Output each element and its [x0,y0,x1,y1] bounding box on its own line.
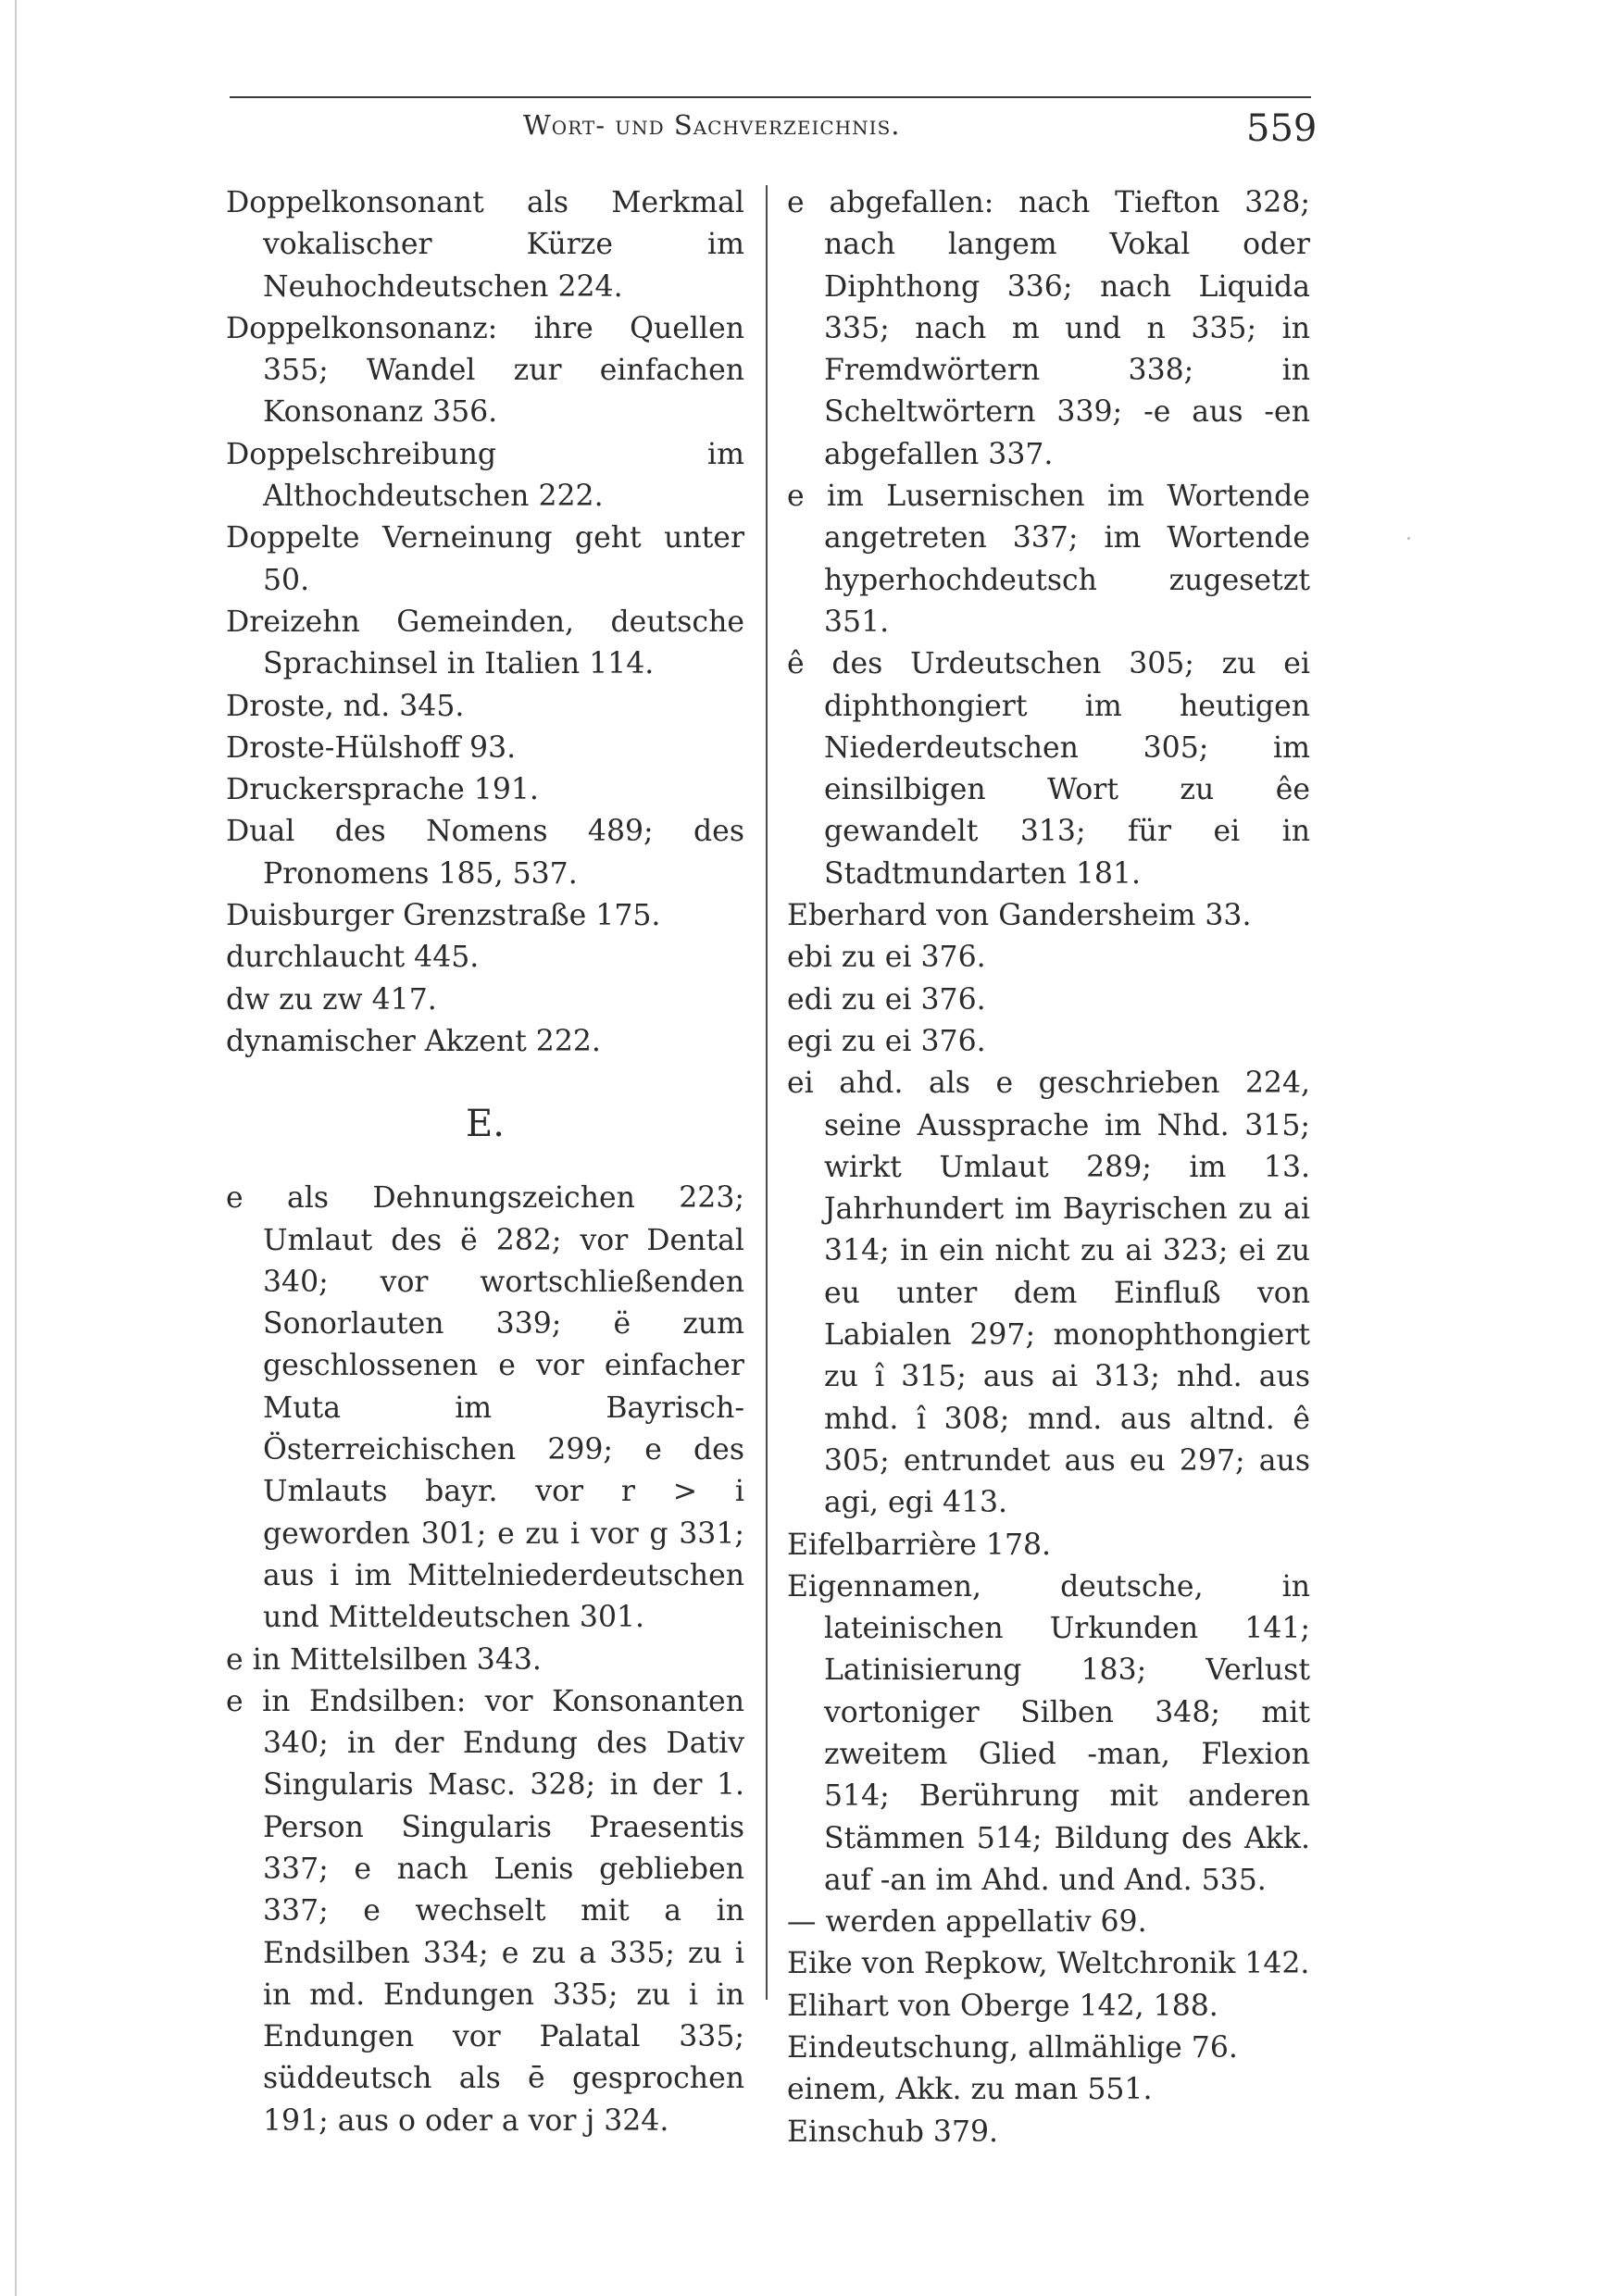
running-header-title: Wort- und Sachverzeichnis. [523,109,901,141]
index-entry: Eigennamen, deutsche, in lateinischen Urkunden 141; Latinisierung 183; Verlust vortoniger Silben 348; mit zweitem Glied -man, Flexion 514; Berührung mit anderen Stämmen 514; Bildung des Akk. auf -an im Ahd. und And. 535. [787,1569,1310,1897]
index-entry: Droste, nd. 345. [226,689,465,723]
index-entry: e abgefallen: nach Tiefton 328; nach langem Vokal oder Diphthong 336; nach Liquida 335; nach m und n 335; in Fremdwörtern 338; in Scheltwörtern 339; -e aus -en abgefallen 337. [787,186,1310,471]
index-entry: Einschub 379. [787,2115,999,2149]
index-entry: Droste-Hülshoff 93. [226,730,517,765]
paper-speck [1407,537,1410,540]
index-entry: Druckersprache 191. [226,773,539,807]
index-entry: e in Endsilben: vor Konsonanten 340; in der Endung des Dativ Singularis Masc. 328; in der 1. Person Singularis Praesentis 337; e nach Lenis geblieben 337; e wechselt mit a in Endsilben 334; e zu a 335; zu i in md. Endungen 335; zu i in Endungen vor Palatal 335; süddeutsch als ē gesprochen 191; aus o oder a vor j 324. [226,1684,744,2138]
index-entries-e [226,1178,744,2142]
page-number: 559 [1246,107,1318,150]
column-divider [766,185,768,2000]
index-entry: Eberhard von Gandersheim 33. [787,899,1252,933]
index-entry: einem, Akk. zu man 551. [787,2073,1153,2107]
index-entry: ebi zu ei 376. [787,941,986,975]
page-edge-line [15,0,17,2296]
index-entry: durchlaucht 445. [226,941,480,975]
header-rule [230,96,1311,98]
index-entry: Eike von Repkow, Weltchronik 142. [787,1947,1310,1981]
index-entry: Eindeutschung, allmählige 76. [787,2031,1238,2065]
right-column [787,182,1310,2153]
index-entry: e in Mittelsilben 343. [226,1642,542,1677]
index-entry: e als Dehnungszeichen 223; Umlaut des ë 282; vor Dental 340; vor wortschließenden Sonorlauten 339; ë zum geschlossenen e vor einfacher Muta im Bayrisch-Österreichischen 299; e des Umlauts bayr. vor r > i geworden 301; e zu i vor g 331; aus i im Mittelniederdeutschen und Mitteldeutschen 301. [226,1181,744,1635]
index-entry: Duisburger Grenzstraße 175. [226,899,661,933]
index-entry: edi zu ei 376. [787,982,986,1017]
index-entry: Dual des Nomens 489; des Pronomens 185, 537. [226,815,744,891]
index-entry: Doppelschreibung im Althochdeutschen 222. [226,437,744,514]
index-entry: e im Lusernischen im Wortende angetreten 337; im Wortende hyperhochdeutsch zugesetzt 351. [787,480,1310,639]
index-entry: Doppelkonsonanz: ihre Quellen 355; Wandel zur einfachen Konsonanz 356. [226,311,744,430]
index-entry: Eifelbarrière 178. [787,1528,1052,1562]
index-entry: ei ahd. als e geschrieben 224, seine Aussprache im Nhd. 315; wirkt Umlaut 289; im 13. Jahrhundert im Bayrischen zu ai 314; in ein nicht zu ai 323; ei zu eu unter dem Einfluß von Labialen 297; monophthongiert zu î 315; aus ai 313; nhd. aus mhd. î 308; mnd. aus altnd. ê 305; entrundet aus eu 297; aus agi, egi 413. [787,1067,1310,1520]
index-entry: Doppelkonsonant als Merkmal vokalischer Kürze im Neuhochdeutschen 224. [226,186,744,304]
index-entry: dw zu zw 417. [226,982,437,1017]
index-entry: Elihart von Oberge 142, 188. [787,1989,1218,2023]
index-entry: Doppelte Verneinung geht unter 50. [226,521,744,597]
index-entry: — werden appellativ 69. [787,1905,1147,1940]
index-entry: Dreizehn Gemeinden, deutsche Sprachinsel in Italien 114. [226,605,744,681]
index-entry: egi zu ei 376. [787,1024,986,1058]
index-entry: dynamischer Akzent 222. [226,1024,601,1058]
index-entries-d [226,182,744,1063]
left-column [226,182,744,2142]
index-entry: ê des Urdeutschen 305; zu ei diphthongiert im heutigen Niederdeutschen 305; im einsilbigen Wort zu êe gewandelt 313; für ei in Stadtmundarten 181. [787,647,1310,891]
section-heading-e: E. [466,1103,505,1146]
